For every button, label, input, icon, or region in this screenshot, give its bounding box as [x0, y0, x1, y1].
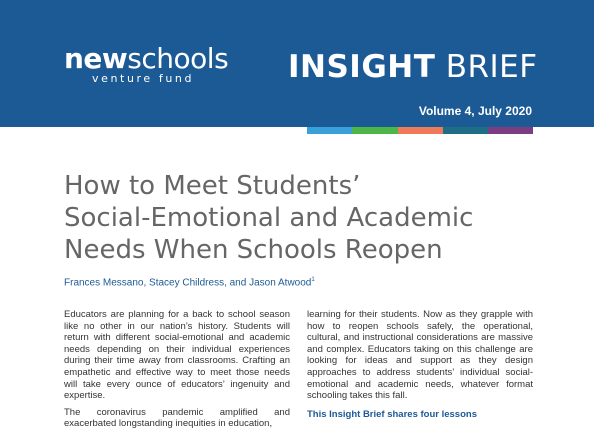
headline-line: Social-Emotional and Academic	[64, 203, 474, 233]
author-footnote-marker: 1	[311, 277, 315, 283]
logo-subtitle: venture fund	[92, 72, 195, 85]
headline-line: How to Meet Students’	[64, 171, 361, 201]
body-column-right	[307, 309, 533, 420]
document-headline	[64, 170, 534, 266]
author-byline	[64, 274, 315, 289]
color-stripe-3	[398, 127, 443, 134]
brief-title-light: BRIEF	[445, 49, 538, 85]
brief-title-bold: INSIGHT	[288, 49, 436, 85]
insight-brief-title	[288, 50, 538, 84]
body-paragraph: Educators are planning for a back to school season like no other in our nation’s history. Students will return with different social-emotional and academic needs depending on their individual experiences during their time away from classrooms. Crafting an empathetic and effective way to meet those needs will take every ounce of educators’ ingenuity and expertise.	[64, 309, 290, 402]
body-paragraph: The coronavirus pandemic amplified and exacerbated longstanding inequities in education,	[64, 406, 290, 429]
body-column-left	[64, 309, 290, 429]
volume-date: Volume 4, July 2020	[418, 104, 532, 118]
color-stripe-1	[307, 127, 352, 134]
headline-line: Needs When Schools Reopen	[64, 235, 443, 265]
color-stripe-5	[488, 127, 533, 134]
color-stripe-4	[443, 127, 488, 134]
author-names: Frances Messano, Stacey Childress, and Jason Atwood	[64, 277, 312, 289]
logo-bold-text: new	[64, 42, 128, 75]
logo-light-text: schools	[127, 42, 229, 75]
header-banner	[0, 0, 594, 127]
newschools-logo	[64, 44, 228, 74]
body-paragraph: learning for their students. Now as they grapple with how to reopen schools safely, the operational, cultural, and instructional considerations are massive and complex. Educators taking on this challenge are looking for ideas and support as they design approaches to address students’ individual social-emotional and academic needs, whatever format schooling takes this fall.	[307, 309, 533, 402]
color-stripe-2	[352, 127, 398, 134]
section-subhead: This Insight Brief shares four lessons	[307, 408, 477, 420]
